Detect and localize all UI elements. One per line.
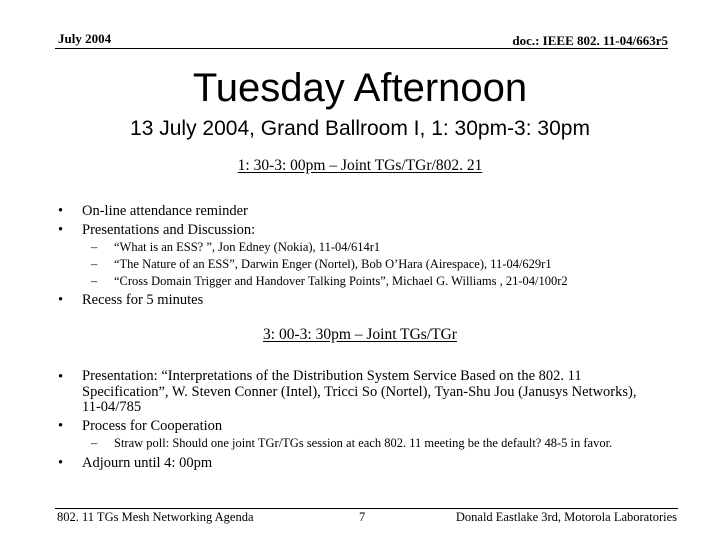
- bullet-text: Presentations and Discussion:: [82, 222, 256, 238]
- bullet-icon: •: [58, 455, 64, 471]
- footer-divider: [55, 508, 678, 509]
- subitem-text: “The Nature of an ESS”, Darwin Enger (Nortel), Bob O’Hara (Airespace), 11-04/629r1: [114, 257, 552, 271]
- slide-title: Tuesday Afternoon: [192, 66, 528, 110]
- header-date: July 2004: [58, 31, 112, 46]
- header-doc-id: doc.: IEEE 802. 11-04/663r5: [512, 33, 668, 48]
- section-heading-1-text: 1: 30-3: 00pm – Joint TGs/TGr/802. 21: [237, 157, 483, 174]
- slide-subtitle: 13 July 2004, Grand Ballroom I, 1: 30pm-3: 30pm: [130, 117, 590, 140]
- section-heading-1: [0, 157, 720, 175]
- dash-icon: –: [91, 240, 98, 254]
- subitem-text: “What is an ESS? ”, Jon Edney (Nokia), 11-04/614r1: [114, 240, 381, 254]
- header-divider: [55, 48, 668, 49]
- bullet-icon: •: [58, 222, 64, 238]
- bullet-text: Presentation: “Interpretations of the Distribution System Service Based on the 802. 11 Specification”, W. Steven Conner (Intel), Tricci So (Nortel), Tyan-Shu Jou (Janusys Networks), 11-04/785: [82, 368, 637, 415]
- bullet-icon: •: [58, 418, 64, 434]
- page-number: 7: [359, 510, 366, 524]
- section-heading-2: [0, 326, 720, 344]
- dash-icon: –: [91, 436, 98, 450]
- bullet-text: Adjourn until 4: 00pm: [82, 455, 213, 471]
- bullet-icon: •: [58, 203, 64, 219]
- dash-icon: –: [91, 274, 98, 288]
- dash-icon: –: [91, 257, 98, 271]
- bullet-icon: •: [58, 292, 64, 308]
- bullet-text: Process for Cooperation: [82, 418, 223, 434]
- footer-author: Donald Eastlake 3rd, Motorola Laboratories: [455, 510, 677, 524]
- footer-title: 802. 11 TGs Mesh Networking Agenda: [57, 510, 254, 524]
- section-heading-2-text: 3: 00-3: 30pm – Joint TGs/TGr: [263, 326, 457, 343]
- subitem-text: Straw poll: Should one joint TGr/TGs session at each 802. 11 meeting be the default? 48-5 in favor.: [114, 436, 613, 450]
- bullet-text: On-line attendance reminder: [82, 203, 248, 219]
- subitem-text: “Cross Domain Trigger and Handover Talking Points”, Michael G. Williams , 21-04/100r2: [114, 274, 568, 288]
- bullet-icon: •: [58, 369, 64, 385]
- bullet-text: Recess for 5 minutes: [82, 292, 204, 308]
